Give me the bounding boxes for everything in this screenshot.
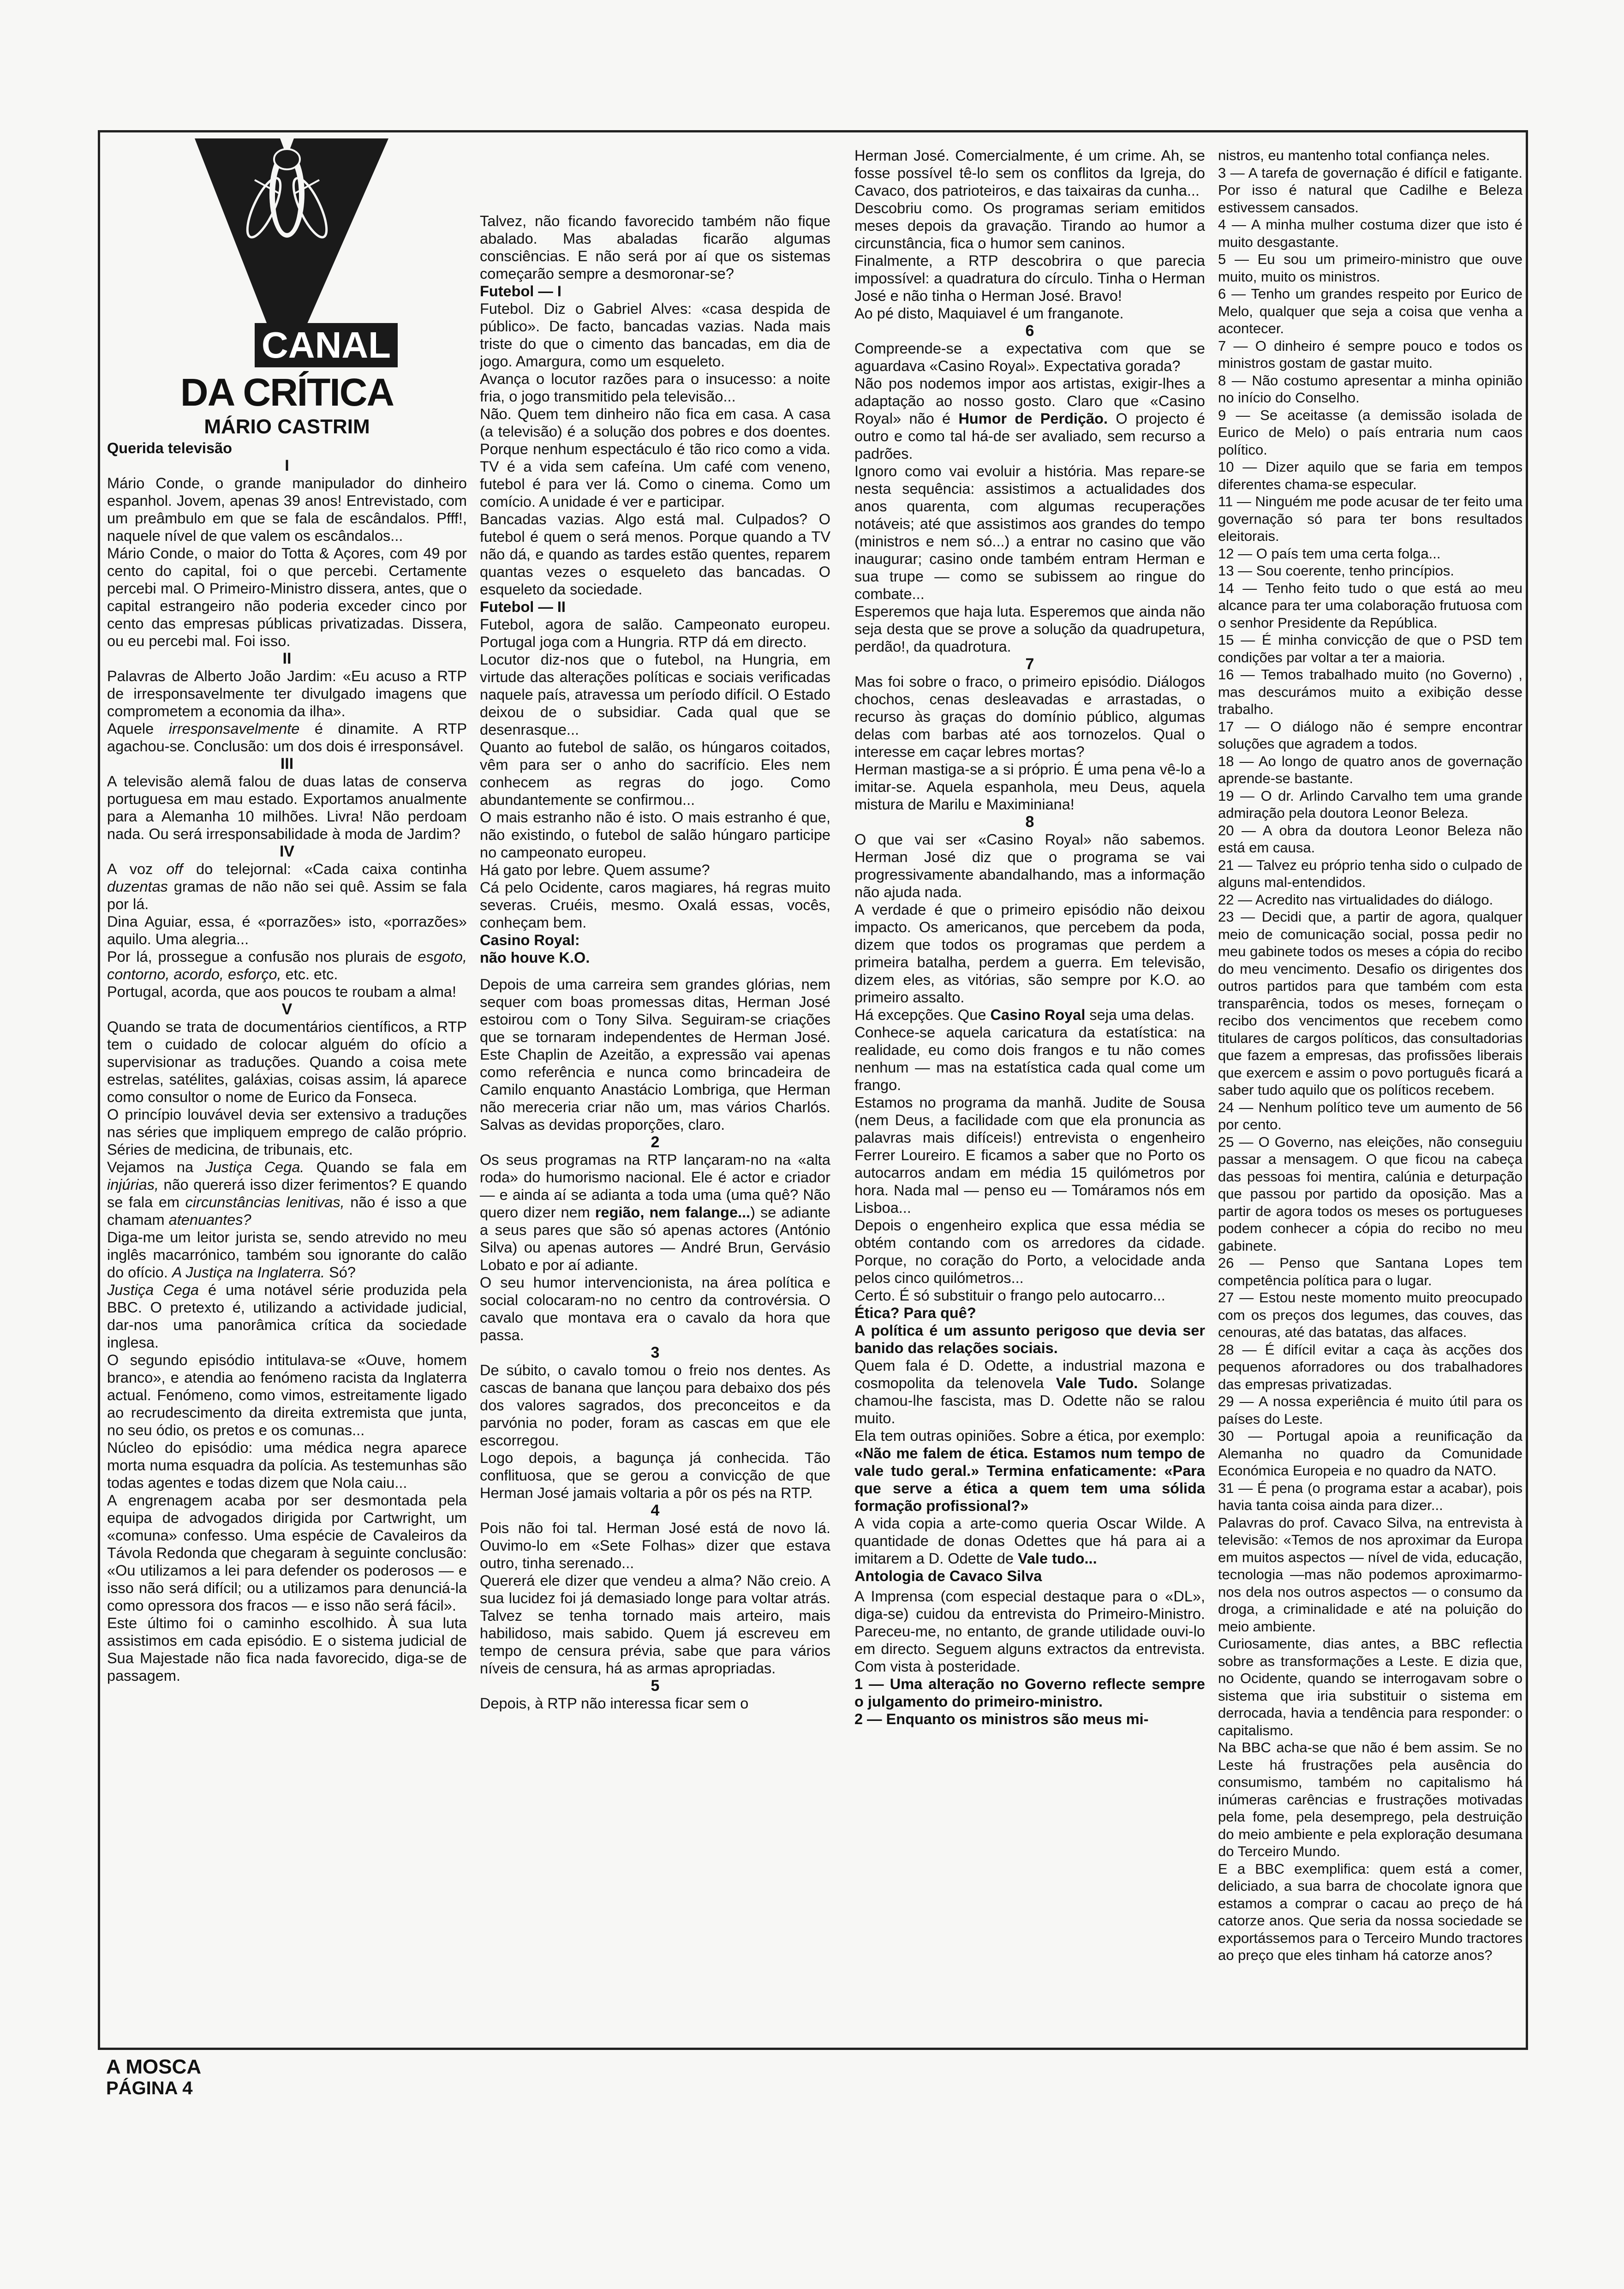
paragraph: Compreende-se a expectativa com que se aguardava «Casino Royal». Expectativa gorada?	[854, 340, 1205, 374]
paragraph: Estamos no programa da manhã. Judite de Sousa (nem Deus, a facilidade com que ela pronuncia as palavras mais difíceis!) entrevista o engenheiro Ferrer Loureiro. E ficamos a saber que no Porto os autocarros andam em média 15 quilómetros por hora. Nada mal — penso eu — Tomáramos nós em Lisboa...	[854, 1094, 1205, 1216]
publication-name: A MOSCA	[106, 2055, 202, 2078]
paragraph: O seu humor intervencionista, na área política e social colocaram-no no centro da controvérsia. O cavalo que montava era o cavalo da hora que passa.	[480, 1274, 830, 1343]
section-number: 6	[1025, 322, 1034, 340]
subheading: Antologia de Cavaco Silva	[854, 1568, 1042, 1584]
paragraph: A voz off do telejornal: «Cada caixa continha duzentas gramas de não não sei quê. Assim se fala por lá.	[107, 861, 467, 912]
paragraph: 30 — Portugal apoia a reunificação da Alemanha no quadro da Comunidade Económica Europeia e no quadro da NATO.	[1218, 1428, 1522, 1479]
paragraph: 7 — O dinheiro é sempre pouco e todos os ministros gostam de gastar muito.	[1218, 337, 1522, 371]
paragraph: De súbito, o cavalo tomou o freio nos dentes. As cascas de banana que lançou para debaixo dos pés dos valores sagrados, dos preconceitos e da parvónia no poder, foram as cascas em que ele escorregou.	[480, 1362, 830, 1449]
paragraph: Núcleo do episódio: uma médica negra aparece morta numa esquadra da polícia. As testemunhas são todas agentes e todas dizem que Nola caiu...	[107, 1439, 467, 1491]
paragraph: 24 — Nenhum político teve um aumento de 56 por cento.	[1218, 1099, 1522, 1133]
paragraph: 18 — Ao longo de quatro anos de governação aprende-se bastante.	[1218, 753, 1522, 786]
paragraph: 27 — Estou neste momento muito preocupado com os preços dos legumes, das couves, das cenouras, até das batatas, das alfaces.	[1218, 1289, 1522, 1340]
paragraph: Mário Conde, o grande manipulador do dinheiro espanhol. Jovem, apenas 39 anos! Entrevistado, com um preâmbulo em que se fala de escândalos. Pfff!, naquele nível de que valem os escândalos...	[107, 475, 467, 544]
paragraph: 4 — A minha mulher costuma dizer que isto é muito desgastante.	[1218, 216, 1522, 250]
paragraph: Talvez, não ficando favorecido também não fique abalado. Mas abaladas ficarão algumas consciências. E não será por aí que os sistemas começarão sempre a desmoronar-se?	[480, 213, 830, 282]
paragraph: Palavras de Alberto João Jardim: «Eu acuso a RTP de irresponsavelmente ter divulgado imagens que comprometem a economia da ilha».	[107, 668, 467, 719]
paragraph: Quando se trata de documentários científicos, a RTP tem o cuidado de colocar alguém do ofício a supervisionar as traduções. Quando a coisa mete estrelas, satélites, galáxias, coisas assim, lá aparece como consultor o nome de Eurico da Fonseca.	[107, 1019, 467, 1105]
paragraph: Vejamos na Justiça Cega. Quando se fala em injúrias, não quererá isso dizer ferimentos? E quando se fala em circunstâncias lenitivas, não é isso a que chamam atenuantes?	[107, 1159, 467, 1228]
paragraph: O segundo episódio intitulava-se «Ouve, homem branco», e atendia ao fenómeno racista da Inglaterra actual. Fenómeno, como vimos, estreitamente ligado ao recrudescimento da direita extremista que junta, no seu ódio, os pretos e os comunas...	[107, 1352, 467, 1438]
paragraph: 2 — Enquanto os ministros são meus mi-	[854, 1711, 1149, 1727]
author-name: MÁRIO CASTRIM	[204, 415, 370, 438]
paragraph: Ela tem outras opiniões. Sobre a ética, por exemplo: «Não me falem de ética. Estamos num tempo de vale tudo geral.» Termina enfaticamente: «Para que serve a ética a quem tem uma sólida formação profissional?»	[854, 1427, 1205, 1514]
section-number: 8	[1025, 813, 1034, 831]
paragraph: A Imprensa (com especial destaque para o «DL», diga-se) cuidou da entrevista do Primeiro-Ministro. Pareceu-me, no entanto, de grande utilidade ouvi-lo em directo. Seguem alguns extractos da entrevista. Com vista à posteridade.	[854, 1588, 1205, 1675]
paragraph: Quem fala é D. Odette, a industrial mazona e cosmopolita da telenovela Vale Tudo. Solange chamou-lhe fascista, mas D. Odette não se ralou muito.	[854, 1357, 1205, 1426]
paragraph: Diga-me um leitor jurista se, sendo atrevido no meu inglês macarrónico, também sou ignorante do calão do ofício. A Justiça na Inglaterra. Só?	[107, 1229, 467, 1281]
column-1	[107, 138, 467, 2044]
section-number: II	[282, 650, 292, 667]
column-logo	[149, 138, 425, 438]
paragraph: Cá pelo Ocidente, caros magiares, há regras muito severas. Cruéis, mesmo. Oxalá essas, vocês, conheçam bem.	[480, 879, 830, 931]
paragraph: 10 — Dizer aquilo que se faria em tempos diferentes chama-se especular.	[1218, 459, 1522, 492]
paragraph: 5 — Eu sou um primeiro-ministro que ouve muito, muito os ministros.	[1218, 251, 1522, 285]
paragraph: 14 — Tenho feito tudo o que está ao meu alcance para ter uma colaboração frutuosa com o senhor Presidente da República.	[1218, 580, 1522, 631]
paragraph: Herman mastiga-se a si próprio. É uma pena vê-lo a imitar-se. Aquela espanhola, meu Deus, aquela mistura de Marilu e Maximiniana!	[854, 761, 1205, 813]
paragraph: Na BBC acha-se que não é bem assim. Se no Leste há frustrações pela ausência do consumismo, também no capitalismo há inúmeras carências e frustrações motivadas pela fome, pela desemprego, pela destruição do meio ambiente e pela exploração desumana do Terceiro Mundo.	[1218, 1739, 1522, 1859]
paragraph: 19 — O dr. Arlindo Carvalho tem uma grande admiração pela doutora Leonor Beleza.	[1218, 787, 1522, 821]
paragraph: Pois não foi tal. Herman José está de novo lá. Ouvimo-lo em «Sete Folhas» dizer que estava outro, tinha serenado...	[480, 1520, 830, 1571]
page-number: PÁGINA 4	[106, 2078, 193, 2098]
paragraph: Curiosamente, dias antes, a BBC reflectia sobre as transformações a Leste. E dizia que, no Ocidente, quando se interrogavam sobre o sistema que iria substituir o sistema em derrocada, havia a tendência para responder: o capitalismo.	[1218, 1636, 1522, 1738]
paragraph: 16 — Temos trabalhado muito (no Governo) , mas descurámos muito a exibição desse trabalho.	[1218, 666, 1522, 717]
column-title-canal: CANAL	[255, 323, 398, 367]
paragraph: Portugal, acorda, que aos poucos te roubam a alma!	[107, 983, 456, 1000]
paragraph: Descobriu como. Os programas seriam emitidos meses depois da gravação. Tirando ao humor a circunstância, fica o humor sem caninos.	[854, 200, 1205, 252]
paragraph: Locutor diz-nos que o futebol, na Hungria, em virtude das alterações políticas e sociais verificadas naquele país, atravessa um período difícil. O Estado deixou de o subsidiar. Cada qual que se desenrasque...	[480, 651, 830, 738]
section-number: 3	[651, 1344, 660, 1361]
paragraph: Certo. É só substituir o frango pelo autocarro...	[854, 1287, 1165, 1304]
section-number: 7	[1025, 655, 1034, 673]
paragraph: Depois de uma carreira sem grandes glórias, nem sequer com boas promessas ditas, Herman José estoirou com o Tony Silva. Seguiram-se criações que se tornaram independentes de Herman José. Este Chaplin de Azeitão, a expressão vai apenas como referência e nunca como brincadeira de Camilo enquanto Anastácio Lombriga, que Herman não mereceria criar não um, mas vários Charlós. Salvas as devidas proporções, claro.	[480, 976, 830, 1133]
paragraph: Bancadas vazias. Algo está mal. Culpados? O futebol é quem o será menos. Porque quando a TV não dá, e quando as tardes estão quentes, reparem quantas vezes o esqueleto das bancadas. O esqueleto da sociedade.	[480, 511, 830, 598]
paragraph: 11 — Ninguém me pode acusar de ter feito uma governação só para ter bons resultados eleitorais.	[1218, 493, 1522, 544]
paragraph: 8 — Não costumo apresentar a minha opinião no início do Conselho.	[1218, 372, 1522, 406]
paragraph: Os seus programas na RTP lançaram-no na «alta roda» do humorismo nacional. Ele é actor e criador — e ainda aí se adianta a toda uma (uma quê? Não quero dizer nem região, nem falange...) se adiante a seus pares que são só apenas actores (António Silva) ou apenas autores — André Brun, Gervásio Lobato e por aí adiante.	[480, 1151, 830, 1273]
paragraph: Ignoro como vai evoluir a história. Mas repare-se nesta sequência: assistimos a actualidades dos anos quarenta, com algumas recuperações notáveis; até que assistimos aos grandes do tempo (ministros e nem só...) a entrar no casino que vão inaugurar; casino onde também entram Herman e sua trupe — como se subissem ao ringue do combate...	[854, 463, 1205, 602]
paragraph: A vida copia a arte-como queria Oscar Wilde. A quantidade de donas Odettes que há para ai a imitarem a D. Odette de Vale tudo...	[854, 1515, 1205, 1567]
paragraph: Aquele irresponsavelmente é dinamite. A RTP agachou-se. Conclusão: um dos dois é irresponsável.	[107, 720, 467, 755]
paragraph: Dina Aguiar, essa, é «porrazões» isto, «porrazões» aquilo. Uma alegria...	[107, 913, 467, 947]
section-number: 5	[651, 1677, 660, 1695]
paragraph: 9 — Se aceitasse (a demissão isolada de Eurico de Melo) o país entraria num caos político.	[1218, 407, 1522, 458]
paragraph: Há excepções. Que Casino Royal seja uma delas.	[854, 1007, 1195, 1023]
paragraph: Futebol, agora de salão. Campeonato europeu. Portugal joga com a Hungria. RTP dá em directo.	[480, 616, 830, 650]
paragraph: O mais estranho não é isto. O mais estranho é que, não existindo, o futebol de salão húngaro participe no campeonato europeu.	[480, 809, 830, 861]
paragraph: O que vai ser «Casino Royal» não sabemos. Herman José diz que o programa se vai progressivamente abandalhando, mas a informação não ajuda nada.	[854, 831, 1205, 900]
section-number: V	[281, 1001, 293, 1018]
paragraph: 17 — O diálogo não é sempre encontrar soluções que agradem a todos.	[1218, 718, 1522, 752]
paragraph: 25 — O Governo, nas eleições, não conseguiu passar a mensagem. O que ficou na cabeça das pessoas foi mentira, calúnia e deturpação que passou por partido da oposição. Mas a partir de agora todos os meses os portugueses podem conhecer a cópia do recibo no meu gabinete.	[1218, 1133, 1522, 1254]
section-number: I	[285, 457, 289, 474]
paragraph: 21 — Talvez eu próprio tenha sido o culpado de alguns mal-entendidos.	[1218, 857, 1522, 890]
paragraph: Futebol. Diz o Gabriel Alves: «casa despida de público». De facto, bancadas vazias. Nada mais triste do que o cimento das bancadas, em dia de jogo. Amargura, como um esqueleto.	[480, 300, 830, 370]
page-footer	[106, 2056, 201, 2098]
paragraph: Este último foi o caminho escolhido. À sua luta assistimos em cada episódio. E o sistema judicial de Sua Majestade não fica nada favorecido, diga-se de passagem.	[107, 1615, 467, 1684]
subheading-lead: A política é um assunto perigoso que devia ser banido das relações sociais.	[854, 1322, 1205, 1356]
section-number: 4	[651, 1502, 660, 1519]
paragraph: Ao pé disto, Maquiavel é um franganote.	[854, 305, 1124, 322]
paragraph: 23 — Decidi que, a partir de agora, qualquer meio de comunicação social, possa pedir no meu gabinete todos os meses a cópia do recibo do meu vencimento. Desafio os dirigentes dos outros partidos para que também com esta transparência, todos os meses, forneçam o recibo dos vencimentos que recebem como titulares de cargos políticos, das consultadorias que fazem a empresas, das profissões liberais que exercem e assim o povo português ficará a saber tudo aquilo que os políticos recebem.	[1218, 909, 1522, 1098]
paragraph: Conhece-se aquela caricatura da estatística: na realidade, eu como dois frangos e tu não comes nenhum — mas na estatística cada qual come um frango.	[854, 1024, 1205, 1093]
paragraph: Finalmente, a RTP descobrira o que parecia impossível: a quadratura do círculo. Tinha o Herman José e não tinha o Herman José. Bravo!	[854, 252, 1205, 304]
section-number: IV	[279, 843, 295, 860]
paragraph: 31 — É pena (o programa estar a acabar), pois havia tanta coisa ainda para dizer...	[1218, 1480, 1522, 1513]
paragraph: 1 — Uma alteração no Governo reflecte sempre o julgamento do primeiro-ministro.	[854, 1676, 1205, 1710]
paragraph: A engrenagem acaba por ser desmontada pela equipa de advogados dirigida por Cartwright, um «comuna» confesso. Uma espécie de Cavaleiros da Távola Redonda que chegaram à seguinte conclusão: «Ou utilizamos a lei para defender os poderosos — e isso não será difícil; ou a utilizamos para denunciá-la como opressora dos fracos — e isso não será fácil».	[107, 1492, 467, 1614]
paragraph: 29 — A nossa experiência é muito útil para os países do Leste.	[1218, 1393, 1522, 1427]
paragraph: nistros, eu mantenho total confiança neles.	[1218, 147, 1490, 163]
paragraph: 22 — Acredito nas virtualidades do diálogo.	[1218, 891, 1493, 908]
column-title-critica: DA CRÍTICA	[180, 371, 394, 414]
paragraph: 20 — A obra da doutora Leonor Beleza não está em causa.	[1218, 822, 1522, 856]
paragraph: 12 — O país tem uma certa folga...	[1218, 545, 1441, 562]
subheading: Casino Royal: não houve K.O.	[480, 932, 590, 966]
paragraph: Avança o locutor razões para o insucesso: a noite fria, o jogo transmitido pela televisão...	[480, 371, 830, 405]
paragraph: E a BBC exemplifica: quem está a comer, deliciado, a sua barra de chocolate ignora que estamos a comprar o cacau ao preço de há catorze anos. Que seria da nossa sociedade se exportássemos para o Terceiro Mundo tractores ao preço que eles tinham há catorze anos?	[1218, 1860, 1522, 1963]
paragraph: O princípio louvável devia ser extensivo a traduções nas séries que impliquem emprego de calão próprio. Séries de medicina, de tribunais, etc.	[107, 1106, 467, 1158]
paragraph: Quanto ao futebol de salão, os húngaros coitados, vêm para ser o anho do sacrifício. Eles nem conhecem as regras do jogo. Como abundantemente se confirmou...	[480, 739, 830, 808]
paragraph: 26 — Penso que Santana Lopes tem competência política para o lugar.	[1218, 1255, 1522, 1288]
paragraph: A verdade é que o primeiro episódio não deixou impacto. Os americanos, que percebem da poda, dizem que todos os programas que perdem a primeira batalha, perdem a guerra. Em televisão, dizem eles, as vitórias, são sempre por K.O. ao primeiro assalto.	[854, 901, 1205, 1006]
paragraph: Não. Quem tem dinheiro não fica em casa. A casa (a televisão) é a solução dos pobres e dos doentes. Porque nenhum espectáculo é tão rico como a vida. TV é a vida sem cafeína. Um café com veneno, futebol é para ver lá. Como o cinema. Como um comício. A unidade é ver e participar.	[480, 406, 830, 510]
paragraph: Mas foi sobre o fraco, o primeiro episódio. Diálogos chochos, cenas desleavadas e arrastadas, o recurso às graças do domínio público, algumas delas com barbas até aos tornozelos. Qual o interesse em caçar lebres mortas?	[854, 673, 1205, 760]
subheading: Futebol — I	[480, 283, 561, 300]
paragraph: Esperemos que haja luta. Esperemos que ainda não seja desta que se prove a solução da quadrupetura, perdão!, da quadrotura.	[854, 603, 1205, 655]
paragraph: A televisão alemã falou de duas latas de conserva portuguesa em mau estado. Exportamos anualmente para a Alemanha 10 milhões. Livra! Não perdoam nada. Ou será irresponsabilidade à moda de Jardim?	[107, 773, 467, 842]
paragraph: 15 — É minha convicção de que o PSD tem condições par voltar a ter a maioria.	[1218, 632, 1522, 665]
column-2	[480, 212, 830, 2118]
paragraph: Herman José. Comercialmente, é um crime. Ah, se fosse possível tê-lo sem os conflitos da Igreja, do Cavaco, dos patrioteiros, e das taixairas da cunha...	[854, 147, 1205, 199]
section-title: Querida televisão	[107, 440, 232, 456]
section-number: 2	[651, 1133, 660, 1151]
paragraph: 6 — Tenho um grandes respeito por Eurico de Melo, qualquer que seja a coisa que venha a acontecer.	[1218, 286, 1522, 336]
subheading: Ética? Para quê?	[854, 1305, 976, 1321]
section-number: III	[280, 755, 294, 773]
column-4	[1218, 147, 1522, 2053]
column-3	[854, 147, 1205, 2053]
fly-icon	[149, 138, 425, 332]
paragraph: Não pos nodemos impor aos artistas, exigir-lhes a adaptação ao nosso gosto. Claro que «Casino Royal» não é Humor de Perdição. O projecto é outro e como tal há-de ser avaliado, sem recurso a padrões.	[854, 375, 1205, 462]
subheading: Futebol — II	[480, 599, 566, 615]
paragraph: 3 — A tarefa de governação é difícil e fatigante. Por isso é natural que Cadilhe e Beleza estivessem cansados.	[1218, 164, 1522, 216]
paragraph: Logo depois, a bagunça já conhecida. Tão conflituosa, que se gerou a convicção de que Herman José jamais voltaria a pôr os pés na RTP.	[480, 1450, 830, 1501]
paragraph: Palavras do prof. Cavaco Silva, na entrevista à televisão: «Temos de nos aproximar da Europa em muitos aspectos — nível de vida, educação, tecnologia —mas não podemos aproximarmo-nos dela nos outros aspectos — o consumo da droga, a criminalidade e até na poluição do meio ambiente.	[1218, 1514, 1522, 1635]
paragraph: 13 — Sou coerente, tenho princípios.	[1218, 563, 1454, 579]
paragraph: Mário Conde, o maior do Totta & Açores, com 49 por cento do capital, foi o que percebi. Certamente percebi mal. O Primeiro-Ministro dissera, antes, que o capital estrangeiro não poderia exceder cinco por cento das empresas públicas privatizadas. Dissera, ou eu percebi mal. Foi isso.	[107, 545, 467, 649]
paragraph: Depois, à RTP não interessa ficar sem o	[480, 1695, 749, 1712]
paragraph: Por lá, prossegue a confusão nos plurais de esgoto, contorno, acordo, esforço, etc. etc.	[107, 948, 467, 983]
paragraph: Depois o engenheiro explica que essa média se obtém contando com os arredores da cidade. Porque, no coração do Porto, a velocidade anda pelos cinco quilómetros...	[854, 1217, 1205, 1286]
paragraph: 28 — É difícil evitar a caça às acções dos pequenos aforradores ou dos trabalhadores das empresas privatizadas.	[1218, 1341, 1522, 1392]
paragraph: Justiça Cega é uma notável série produzida pela BBC. O pretexto é, utilizando a actividade judicial, dar-nos uma panorâmica crítica da sociedade inglesa.	[107, 1282, 467, 1351]
paragraph: Quererá ele dizer que vendeu a alma? Não creio. A sua lucidez foi já demasiado longe para voltar atrás. Talvez se tenha tornado mais arteiro, mais habilidoso, mais sabido. Quem já escreveu em tempo de censura prévia, sabe que para vários níveis de censura, há as armas apropriadas.	[480, 1572, 830, 1677]
paragraph: Há gato por lebre. Quem assume?	[480, 862, 710, 878]
